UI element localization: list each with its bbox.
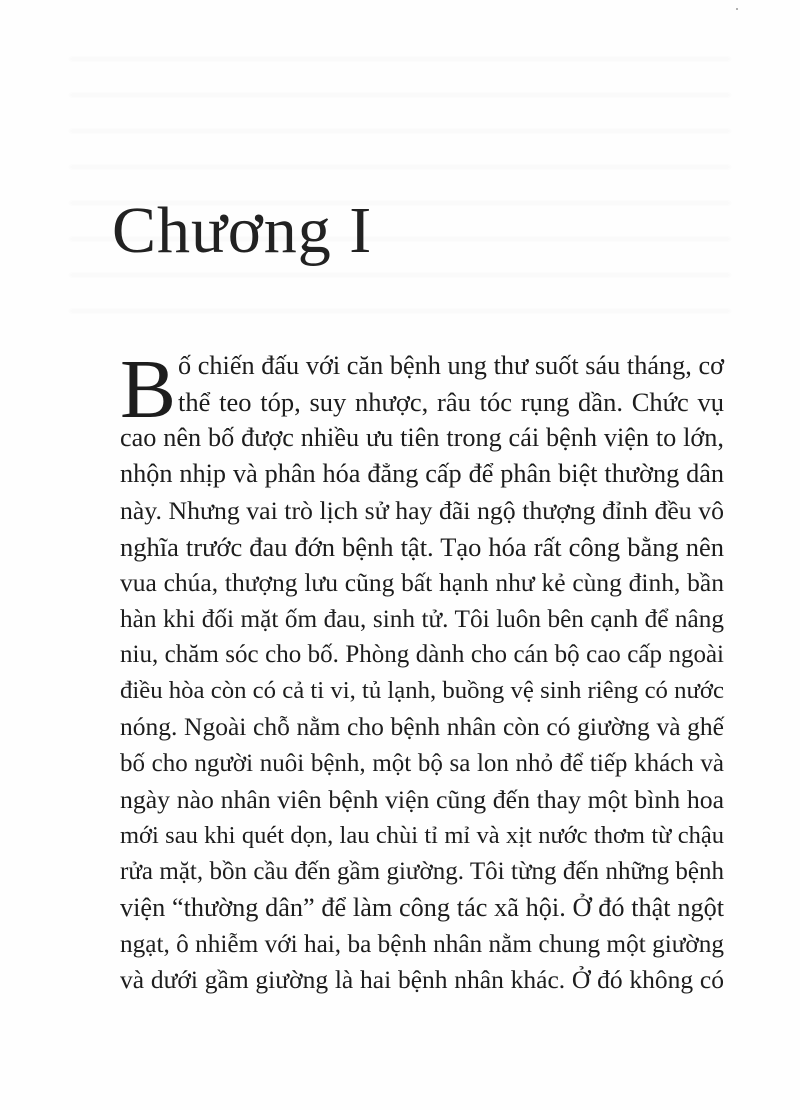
text-line: rửa mặt, bồn cầu đến gầm giường. Tôi từng đến những bệnh [120, 857, 724, 885]
text-line: cao nên bố được nhiều ưu tiên trong cái bệnh viện to lớn, [120, 423, 724, 453]
page-speck [736, 8, 738, 10]
text-line: viện “thường dân” để làm công tác xã hội. Ở đó thật ngột [120, 893, 724, 923]
text-line: và dưới gầm giường là hai bệnh nhân khác. Ở đó không có [120, 965, 724, 995]
chapter-title: Chương I [112, 194, 373, 267]
text-line: niu, chăm sóc cho bố. Phòng dành cho cán bộ cao cấp ngoài [120, 641, 724, 669]
text-line: này. Nhưng vai trò lịch sử hay đãi ngộ thượng đỉnh đều vô [120, 495, 724, 525]
text-line: nghĩa trước đau đớn bệnh tật. Tạo hóa rất công bằng nên [120, 531, 724, 562]
text-line: bố cho người nuôi bệnh, một bộ sa lon nhỏ để tiếp khách và [120, 749, 724, 777]
text-line: ngạt, ô nhiễm với hai, ba bệnh nhân nằm chung một giường [120, 930, 724, 959]
drop-cap: B [120, 343, 177, 436]
text-line: mới sau khi quét dọn, lau chùi tỉ mỉ và xịt nước thơm từ chậu [120, 821, 724, 849]
text-line: thể teo tóp, suy nhược, râu tóc rụng dần. Chức vụ [178, 387, 724, 418]
text-line: ngày nào nhân viên bệnh viện cũng đến thay một bình hoa [120, 784, 724, 814]
text-line: nhộn nhịp và phân hóa đẳng cấp để phân biệt thường dân [120, 459, 724, 489]
text-line: điều hòa còn có cả ti vi, tủ lạnh, buồng vệ sinh riêng có nước [120, 677, 724, 705]
text-line: vua chúa, thượng lưu cũng bất hạnh như kẻ cùng đinh, bần [120, 567, 724, 597]
chapter-body [120, 343, 724, 999]
text-line: nóng. Ngoài chỗ nằm cho bệnh nhân còn có giường và ghế [120, 712, 724, 742]
text-line: hàn khi đối mặt ốm đau, sinh tử. Tôi luôn bên cạnh để nâng [120, 604, 724, 633]
text-line: ố chiến đấu với căn bệnh ung thư suốt sáu tháng, cơ [178, 351, 724, 380]
reverse-side-show-through [70, 40, 730, 320]
